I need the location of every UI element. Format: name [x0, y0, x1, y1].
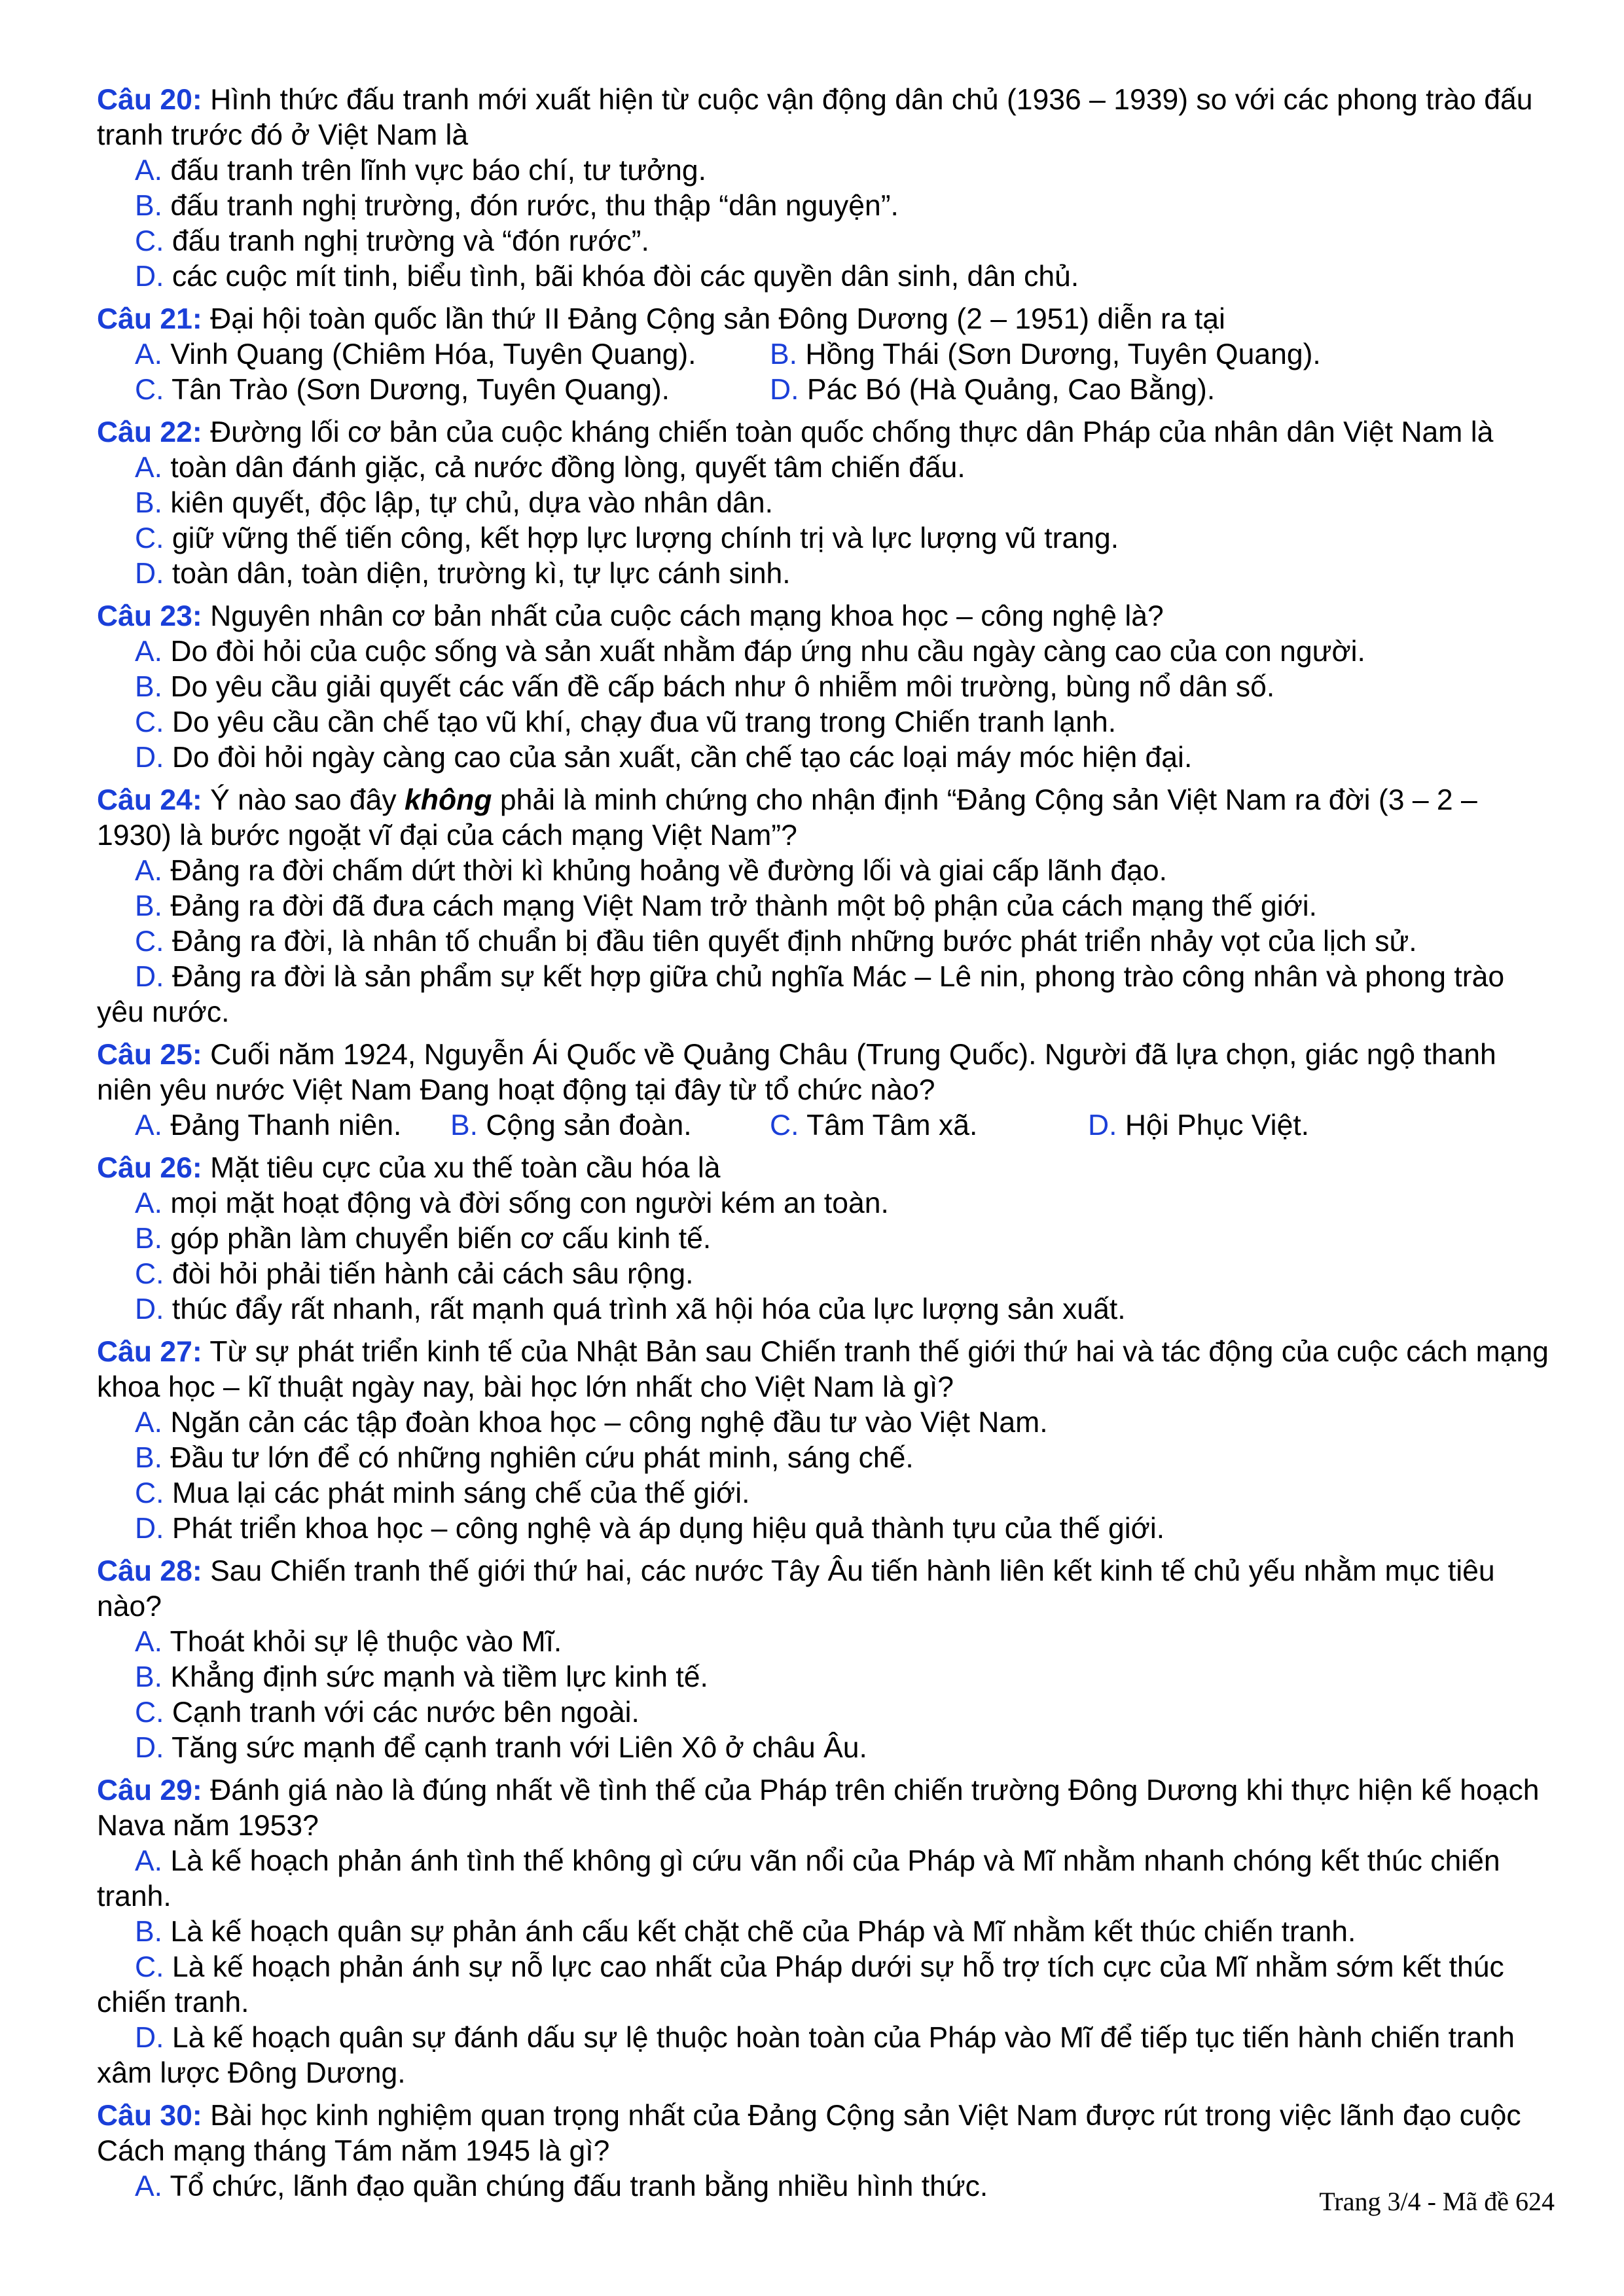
option-text: Đảng Thanh niên. — [170, 1109, 402, 1141]
option-text: Là kế hoạch quân sự đánh dấu sự lệ thuộc hoàn toàn của Pháp vào Mĩ để tiếp tục tiến hành chiến tranh xâm lược Đông Dương. — [97, 2022, 1515, 2089]
option-text: Pác Bó (Hà Quảng, Cao Bằng). — [806, 374, 1216, 406]
option-text: Tổ chức, lãnh đạo quần chúng đấu tranh bằng nhiều hình thức. — [170, 2170, 988, 2202]
option-label: A. — [135, 1407, 163, 1439]
option-a — [97, 1405, 1553, 1441]
option-d — [97, 960, 1553, 1030]
option-label: D. — [135, 1513, 164, 1545]
exam-page — [97, 82, 1553, 2212]
option-b — [97, 889, 1553, 924]
option-c — [97, 1476, 1553, 1511]
option-label: D. — [135, 2022, 164, 2054]
option-text: Là kế hoạch phản ánh tình thế không gì cứu vãn nổi của Pháp và Mĩ nhằm nhanh chóng kết thúc chiến tranh. — [97, 1845, 1500, 1912]
question-emphasis: không — [405, 784, 492, 816]
question-label: Câu 30: — [97, 2100, 202, 2132]
option-row — [97, 337, 1553, 372]
question-stem — [97, 2098, 1553, 2169]
option-b — [97, 670, 1553, 705]
option-c — [97, 1950, 1553, 2020]
option-text: kiên quyết, độc lập, tự chủ, dựa vào nhân dân. — [170, 487, 773, 519]
question-text: Cuối năm 1924, Nguyễn Ái Quốc về Quảng Châu (Trung Quốc). Người đã lựa chọn, giác ngộ thanh niên yêu nước Việt Nam Đang hoạt động tại đây từ tổ chức nào? — [97, 1039, 1496, 1106]
option-a — [97, 853, 1553, 889]
question-29 — [97, 1773, 1553, 2091]
option-b — [97, 486, 1553, 521]
question-text: Hình thức đấu tranh mới xuất hiện từ cuộc vận động dân chủ (1936 – 1939) so với các phong trào đấu tranh trước đó ở Việt Nam là — [97, 84, 1533, 151]
question-label: Câu 22: — [97, 416, 202, 448]
option-text: Là kế hoạch quân sự phản ánh cấu kết chặt chẽ của Pháp và Mĩ nhằm kết thúc chiến tranh. — [170, 1916, 1356, 1948]
option-label: C. — [135, 925, 164, 958]
option-text: đấu tranh nghị trường và “đón rước”. — [171, 225, 649, 257]
option-label: B. — [135, 1916, 163, 1948]
option-d — [97, 1731, 1553, 1766]
question-stem — [97, 1151, 1553, 1186]
option-label: B. — [135, 671, 163, 703]
option-c — [97, 1257, 1553, 1292]
question-27 — [97, 1335, 1553, 1547]
option-a — [97, 1624, 1553, 1660]
question-text: Từ sự phát triển kinh tế của Nhật Bản sau Chiến tranh thế giới thứ hai và tác động của cuộc cách mạng khoa học – kĩ thuật ngày nay, bài học lớn nhất cho Việt Nam là gì? — [97, 1336, 1549, 1403]
option-text: đấu tranh trên lĩnh vực báo chí, tư tưởng. — [170, 154, 707, 187]
option-text: Đảng ra đời đã đưa cách mạng Việt Nam trở thành một bộ phận của cách mạng thế giới. — [170, 890, 1318, 922]
option-c — [97, 521, 1553, 556]
option-text: Thoát khỏi sự lệ thuộc vào Mĩ. — [170, 1626, 562, 1658]
option-label: C. — [135, 522, 164, 554]
question-23 — [97, 599, 1553, 776]
question-22 — [97, 415, 1553, 592]
option-text: đấu tranh nghị trường, đón rước, thu thập “dân nguyện”. — [170, 190, 899, 222]
option-label: D. — [135, 558, 164, 590]
option-d — [97, 740, 1553, 776]
option-c — [97, 1695, 1553, 1731]
option-d — [97, 556, 1553, 592]
option-b — [97, 1914, 1553, 1950]
option-text: Cộng sản đoàn. — [486, 1109, 692, 1141]
question-text: Sau Chiến tranh thế giới thứ hai, các nước Tây Âu tiến hành liên kết kinh tế chủ yếu nhằm mục tiêu nào? — [97, 1555, 1495, 1623]
option-text: thúc đẩy rất nhanh, rất mạnh quá trình xã hội hóa của lực lượng sản xuất. — [171, 1293, 1126, 1325]
option-label: B. — [135, 190, 163, 222]
question-stem — [97, 415, 1553, 450]
question-26 — [97, 1151, 1553, 1327]
option-text: Do đòi hỏi của cuộc sống và sản xuất nhằm đáp ứng nhu cầu ngày càng cao của con người. — [170, 636, 1365, 668]
question-text-pre: Ý nào sao đây — [210, 784, 405, 816]
option-label: D. — [135, 742, 164, 774]
question-stem — [97, 1335, 1553, 1405]
option-b — [97, 188, 1553, 224]
option-label: A. — [135, 1626, 163, 1658]
option-text: Đầu tư lớn để có những nghiên cứu phát minh, sáng chế. — [170, 1442, 914, 1474]
option-label: A. — [135, 1845, 163, 1877]
question-20 — [97, 82, 1553, 295]
option-text: Ngăn cản các tập đoàn khoa học – công nghệ đầu tư vào Việt Nam. — [170, 1407, 1048, 1439]
option-text: Do yêu cầu giải quyết các vấn đề cấp bách như ô nhiễm môi trường, bùng nổ dân số. — [170, 671, 1275, 703]
option-label: D. — [135, 260, 164, 293]
option-label: C. — [135, 1477, 164, 1509]
option-a — [97, 634, 1553, 670]
question-text-post: phải là minh chứng cho nhận định “Đảng Cộng sản Việt Nam ra đời (3 – 2 – 1930) là bước ngoặt vĩ đại của cách mạng Việt Nam”? — [97, 784, 1477, 852]
option-text: Do đòi hỏi ngày càng cao của sản xuất, cần chế tạo các loại máy móc hiện đại. — [171, 742, 1193, 774]
question-label: Câu 21: — [97, 303, 202, 335]
question-label: Câu 29: — [97, 1774, 202, 1806]
question-stem — [97, 1037, 1553, 1108]
option-label: D. — [770, 374, 799, 406]
option-d — [97, 1511, 1553, 1547]
question-label: Câu 27: — [97, 1336, 202, 1368]
option-label: A. — [135, 154, 163, 187]
option-label: C. — [135, 1951, 164, 1983]
option-d — [770, 372, 1405, 408]
question-text: Đường lối cơ bản của cuộc kháng chiến toàn quốc chống thực dân Pháp của nhân dân Việt Nam là — [210, 416, 1494, 448]
option-label: C. — [135, 1258, 164, 1290]
question-21 — [97, 302, 1553, 408]
option-b — [770, 337, 1405, 372]
option-label: B. — [450, 1109, 478, 1141]
option-text: góp phần làm chuyển biến cơ cấu kinh tế. — [170, 1223, 712, 1255]
option-a — [97, 1844, 1553, 1914]
option-b — [97, 1441, 1553, 1476]
option-text: toàn dân, toàn diện, trường kì, tự lực cánh sinh. — [171, 558, 791, 590]
option-text: Vinh Quang (Chiêm Hóa, Tuyên Quang). — [170, 338, 696, 370]
option-text: Đảng ra đời chấm dứt thời kì khủng hoảng về đường lối và giai cấp lãnh đạo. — [170, 855, 1168, 887]
option-d — [1088, 1108, 1309, 1143]
option-text: Phát triển khoa học – công nghệ và áp dụng hiệu quả thành tựu của thế giới. — [171, 1513, 1165, 1545]
option-text: mọi mặt hoạt động và đời sống con người kém an toàn. — [170, 1187, 889, 1219]
option-text: đòi hỏi phải tiến hành cải cách sâu rộng. — [171, 1258, 694, 1290]
option-row — [97, 1108, 1553, 1143]
option-d — [97, 1292, 1553, 1327]
option-d — [97, 2020, 1553, 2091]
option-text: giữ vững thế tiến công, kết hợp lực lượng chính trị và lực lượng vũ trang. — [171, 522, 1119, 554]
question-stem — [97, 302, 1553, 337]
option-text: Tân Trào (Sơn Dương, Tuyên Quang). — [171, 374, 670, 406]
question-label: Câu 20: — [97, 84, 202, 116]
option-text: toàn dân đánh giặc, cả nước đồng lòng, quyết tâm chiến đấu. — [170, 452, 965, 484]
question-stem — [97, 1554, 1553, 1624]
question-text: Đánh giá nào là đúng nhất về tình thế của Pháp trên chiến trường Đông Dương khi thực hiện kế hoạch Nava năm 1953? — [97, 1774, 1540, 1842]
option-text: Đảng ra đời, là nhân tố chuẩn bị đầu tiên quyết định những bước phát triển nhảy vọt của lịch sử. — [171, 925, 1417, 958]
question-label: Câu 28: — [97, 1555, 202, 1587]
option-label: C. — [135, 374, 164, 406]
option-text: Hồng Thái (Sơn Dương, Tuyên Quang). — [805, 338, 1321, 370]
option-d — [97, 259, 1553, 295]
option-a — [135, 1108, 450, 1143]
option-label: A. — [135, 855, 163, 887]
page-footer: Trang 3/4 - Mã đề 624 — [1319, 2187, 1555, 2216]
option-row — [97, 372, 1553, 408]
option-a — [97, 1186, 1553, 1221]
option-b — [450, 1108, 770, 1143]
option-label: D. — [1088, 1109, 1117, 1141]
option-label: A. — [135, 2170, 163, 2202]
question-stem — [97, 82, 1553, 153]
option-label: C. — [135, 225, 164, 257]
option-text: Cạnh tranh với các nước bên ngoài. — [171, 1696, 640, 1729]
question-label: Câu 24: — [97, 784, 202, 816]
option-label: C. — [770, 1109, 799, 1141]
question-text: Bài học kinh nghiệm quan trọng nhất của Đảng Cộng sản Việt Nam được rút trong việc lãnh đạo cuộc Cách mạng tháng Tám năm 1945 là gì? — [97, 2100, 1521, 2167]
option-text: Hội Phục Việt. — [1125, 1109, 1310, 1141]
option-text: Là kế hoạch phản ánh sự nỗ lực cao nhất của Pháp dưới sự hỗ trợ tích cực của Mĩ nhằm sớm kết thúc chiến tranh. — [97, 1951, 1504, 2018]
option-b — [97, 1660, 1553, 1695]
option-label: B. — [135, 487, 163, 519]
option-c — [770, 1108, 1088, 1143]
option-text: các cuộc mít tinh, biểu tình, bãi khóa đòi các quyền dân sinh, dân chủ. — [171, 260, 1079, 293]
option-text: Tâm Tâm xã. — [806, 1109, 978, 1141]
option-label: A. — [135, 1109, 163, 1141]
option-text: Mua lại các phát minh sáng chế của thế giới. — [171, 1477, 750, 1509]
option-label: B. — [135, 1661, 163, 1693]
option-text: Khẳng định sức mạnh và tiềm lực kinh tế. — [170, 1661, 708, 1693]
question-label: Câu 23: — [97, 600, 202, 632]
option-label: B. — [135, 890, 163, 922]
question-24 — [97, 783, 1553, 1030]
question-stem — [97, 599, 1553, 634]
option-c — [97, 924, 1553, 960]
question-text: Mặt tiêu cực của xu thế toàn cầu hóa là — [210, 1152, 721, 1184]
option-label: A. — [135, 1187, 163, 1219]
question-28 — [97, 1554, 1553, 1766]
option-label: C. — [135, 706, 164, 738]
option-a — [97, 153, 1553, 188]
option-a — [97, 450, 1553, 486]
question-label: Câu 25: — [97, 1039, 202, 1071]
option-text: Đảng ra đời là sản phẩm sự kết hợp giữa chủ nghĩa Mác – Lê nin, phong trào công nhân và phong trào yêu nước. — [97, 961, 1505, 1028]
question-stem — [97, 783, 1553, 853]
option-label: B. — [135, 1442, 163, 1474]
question-label: Câu 26: — [97, 1152, 202, 1184]
option-label: A. — [135, 338, 163, 370]
question-text: Đại hội toàn quốc lần thứ II Đảng Cộng sản Đông Dương (2 – 1951) diễn ra tại — [210, 303, 1225, 335]
option-a — [135, 337, 770, 372]
option-label: B. — [135, 1223, 163, 1255]
option-c — [97, 705, 1553, 740]
question-stem — [97, 1773, 1553, 1844]
option-label: A. — [135, 636, 163, 668]
option-text: Tăng sức mạnh để cạnh tranh với Liên Xô ở châu Âu. — [171, 1732, 867, 1764]
option-label: B. — [770, 338, 798, 370]
option-text: Do yêu cầu cần chế tạo vũ khí, chạy đua vũ trang trong Chiến tranh lạnh. — [171, 706, 1117, 738]
option-label: D. — [135, 1732, 164, 1764]
option-label: A. — [135, 452, 163, 484]
option-b — [97, 1221, 1553, 1257]
option-c — [135, 372, 770, 408]
option-label: C. — [135, 1696, 164, 1729]
option-label: D. — [135, 1293, 164, 1325]
option-label: D. — [135, 961, 164, 993]
question-text: Nguyên nhân cơ bản nhất của cuộc cách mạng khoa học – công nghệ là? — [210, 600, 1164, 632]
option-c — [97, 224, 1553, 259]
question-25 — [97, 1037, 1553, 1143]
